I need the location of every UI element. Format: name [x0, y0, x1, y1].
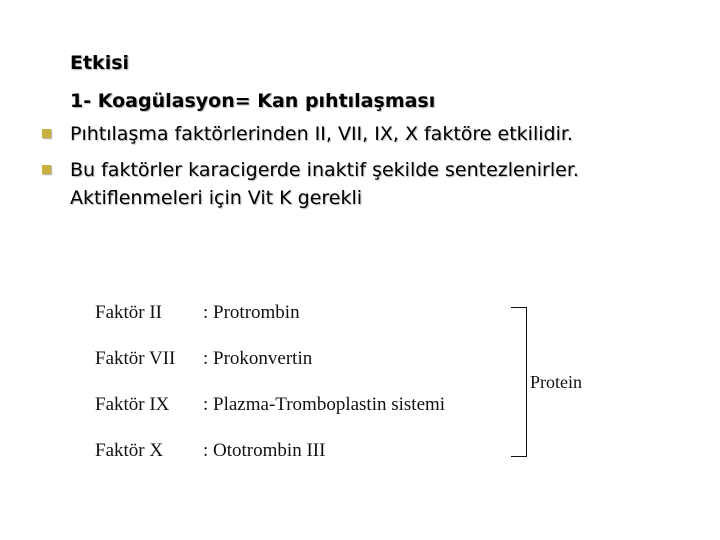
slide-subheading: 1- Koagülasyon= Kan pıhtılaşması — [70, 90, 436, 112]
factor-name: Faktör II — [95, 302, 163, 323]
factor-name: Faktör X — [95, 440, 164, 461]
factor-name: Faktör IX — [95, 394, 170, 415]
factor-name: Faktör VII — [95, 348, 176, 369]
factor-description: : Prokonvertin — [203, 348, 313, 369]
slide-heading: Etkisi — [70, 52, 130, 74]
bullet-text-2-continuation: Aktiflenmeleri için Vit K gerekli — [70, 187, 363, 209]
bullet-text-2: Bu faktörler karacigerde inaktif şekilde sentezlenirler. — [70, 159, 579, 181]
square-bullet-icon — [42, 165, 51, 174]
group-label: Protein — [530, 372, 582, 392]
factor-description: : Ototrombin III — [203, 440, 326, 461]
factor-description: : Plazma-Tromboplastin sistemi — [203, 394, 446, 415]
factor-description: : Protrombin — [203, 302, 300, 323]
bullet-text-1: Pıhtılaşma faktörlerinden II, VII, IX, X faktöre etkilidir. — [70, 123, 573, 145]
grouping-bracket — [511, 307, 527, 457]
square-bullet-icon — [42, 129, 51, 138]
